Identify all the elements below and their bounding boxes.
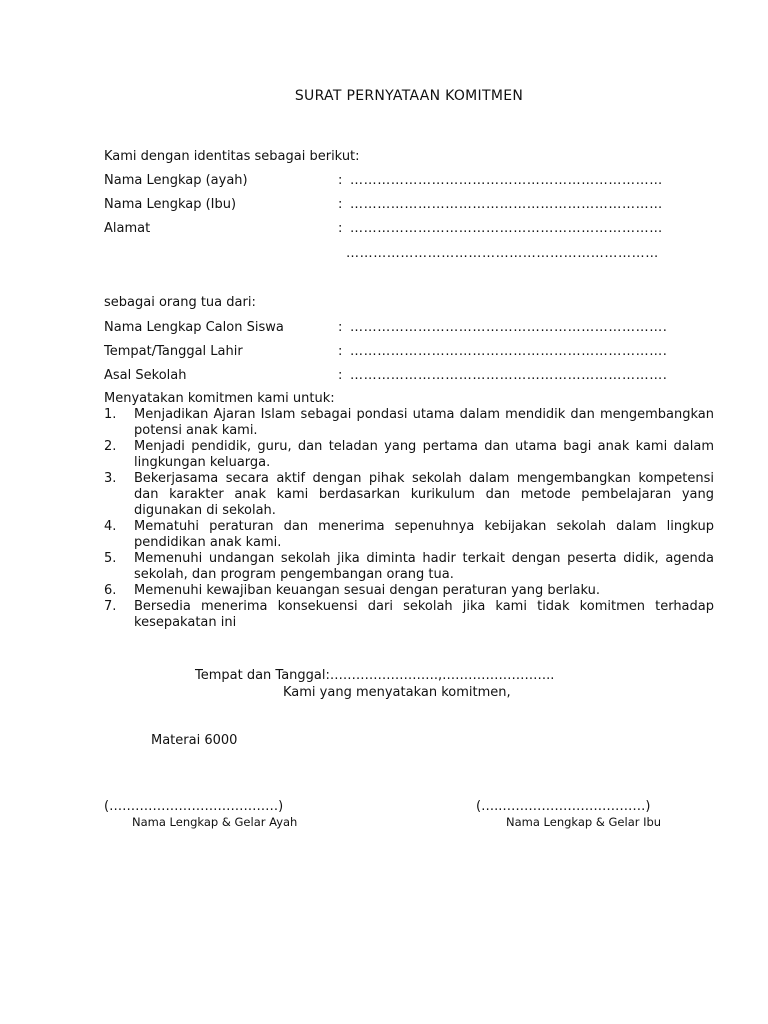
father-signature-line: (…………………………………) — [104, 799, 284, 814]
list-text: Bekerjasama secara aktif dengan pihak sekolah dalam mengembangkan kompetensi dan karakter anak kami berdasarkan kurikulum dan metode pembelajaran yang digunakan di sekolah. — [134, 471, 714, 518]
mother-signature-label: Nama Lengkap & Gelar Ibu — [506, 815, 662, 829]
mother-signature-line: (…..……………………………) — [476, 799, 651, 814]
father-signature-label: Nama Lengkap & Gelar Ayah — [132, 815, 298, 829]
list-number: 1. — [104, 407, 117, 422]
school-origin-blank: ……………………………………………………………. — [350, 368, 668, 383]
list-item — [104, 439, 714, 471]
list-text: Bersedia menerima konsekuensi dari sekolah jika kami tidak komitmen terhadap kesepakatan ini — [134, 599, 714, 630]
place-date-line: Tempat dan Tanggal:…………………….,…………………….. — [195, 668, 555, 683]
birth-label: Tempat/Tanggal Lahir — [104, 344, 243, 359]
mother-name-blank: …………………………………………………………… — [350, 197, 663, 212]
mother-name-label: Nama Lengkap (Ibu) — [104, 197, 237, 212]
list-number: 6. — [104, 583, 117, 598]
student-name-colon: : — [338, 320, 343, 335]
student-name-blank: ……………………………………………………………. — [350, 320, 668, 335]
list-text: Mematuhi peraturan dan menerima sepenuhnya kebijakan sekolah dalam lingkup pendidikan anak kami. — [134, 519, 714, 550]
birth-blank: ……………………………………………………………. — [350, 344, 668, 359]
list-item — [104, 471, 714, 519]
list-item — [104, 407, 714, 439]
list-number: 3. — [104, 471, 117, 486]
list-number: 2. — [104, 439, 117, 454]
list-text: Menjadikan Ajaran Islam sebagai pondasi utama dalam mendidik dan mengembangkan potensi anak kami. — [134, 407, 714, 438]
document-title: SURAT PERNYATAAN KOMITMEN — [294, 88, 524, 104]
birth-colon: : — [338, 344, 343, 359]
address-blank: …………………………………………………………… — [350, 221, 663, 236]
address-colon: : — [338, 221, 343, 236]
list-item — [104, 551, 714, 583]
child-intro-text: sebagai orang tua dari: — [104, 295, 256, 310]
address-label: Alamat — [104, 221, 151, 236]
stamp-label: Materai 6000 — [151, 733, 238, 748]
list-number: 5. — [104, 551, 117, 566]
father-name-colon: : — [338, 173, 343, 188]
list-number: 7. — [104, 599, 117, 614]
commitment-list — [104, 407, 714, 631]
student-name-label: Nama Lengkap Calon Siswa — [104, 320, 284, 335]
list-item — [104, 583, 714, 599]
list-text: Memenuhi undangan sekolah jika diminta hadir terkait dengan peserta didik, agenda sekolah, dan program pengembangan orang tua. — [134, 551, 714, 582]
list-item — [104, 599, 714, 631]
list-item — [104, 519, 714, 551]
school-origin-label: Asal Sekolah — [104, 368, 187, 383]
school-origin-colon: : — [338, 368, 343, 383]
intro-text: Kami dengan identitas sebagai berikut: — [104, 149, 360, 164]
father-name-label: Nama Lengkap (ayah) — [104, 173, 248, 188]
declarant-text: Kami yang menyatakan komitmen, — [283, 685, 511, 700]
father-name-blank: …………………………………………………………… — [350, 173, 663, 188]
list-text: Memenuhi kewajiban keuangan sesuai dengan peraturan yang berlaku. — [134, 583, 601, 598]
list-text: Menjadi pendidik, guru, dan teladan yang pertama dan utama bagi anak kami dalam lingkungan keluarga. — [134, 439, 714, 470]
address-continuation-blank: …………………………………………………………… — [346, 246, 659, 261]
commitment-intro: Menyatakan komitmen kami untuk: — [104, 391, 335, 406]
list-number: 4. — [104, 519, 117, 534]
mother-name-colon: : — [338, 197, 343, 212]
